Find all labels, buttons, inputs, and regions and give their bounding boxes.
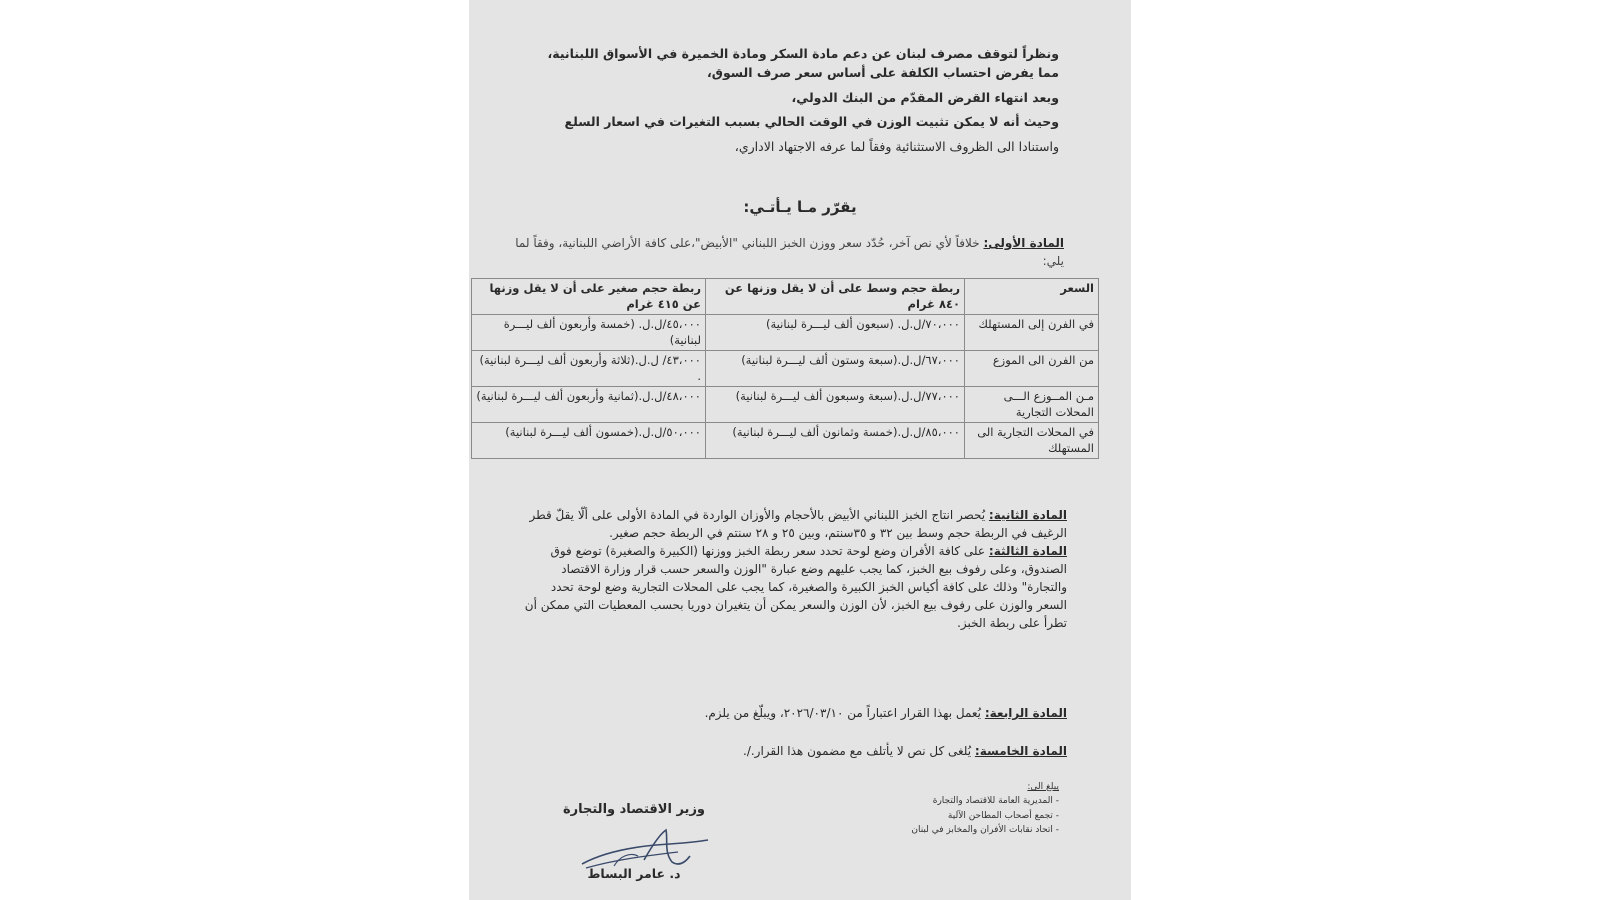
table-cell-small: ٥٠،٠٠٠/ل.ل.(خمسون ألف ليـــرة لبنانية) [472,423,706,459]
table-header-medium: ربطة حجم وسط على أن لا يقل وزنها عن ٨٤٠ غرام [706,279,965,315]
price-table [471,278,1099,459]
article-3 [517,542,1067,632]
distribution-item: - تجمع أصحاب المطاحن الآلية [829,809,1059,823]
table-header-price: السعر [965,279,1099,315]
minister-name: د. عامر البساط [587,866,681,881]
article-4-heading: المادة الرابعة: [984,706,1067,720]
table-row [472,315,1099,351]
table-cell-small: ٤٨،٠٠٠/ل.ل.(ثمانية وأربعون ألف ليـــرة لبنانية) [472,387,706,423]
distribution-heading: يبلغ الى: [1027,782,1059,792]
article-5-heading: المادة الخامسة: [974,744,1067,758]
preamble-line-4: واستنادا الى الظروف الاستثنائية وفقاً لما عرفه الاجتهاد الاداري، [734,138,1059,154]
distribution-item: - اتحاد نقابات الأفران والمخابز في لبنان [829,823,1059,837]
table-cell-small: ٤٥،٠٠٠/ل.ل. (خمسة وأربعون ألف ليـــرة لبنانية) [472,315,706,351]
preamble-line-1: ونظراً لتوقف مصرف لبنان عن دعم مادة السكر ومادة الخميرة في الأسواق اللبنانية، مما يفرض احتساب الكلفة على أساس سعر صرف السوق، [547,46,1059,81]
preamble [539,44,1059,161]
table-cell-label: مـن المــوزع الـــى المحلات التجارية [965,387,1099,423]
articles-2-3 [517,506,1067,632]
table-cell-medium: ٦٧،٠٠٠/ل.ل.(سبعة وستون ألف ليـــرة لبنانية) [706,351,965,387]
article-1-text: خلافاً لأي نص آخر، حُدّد سعر ووزن الخبز اللبناني "الأبيض"،على كافة الأراضي اللبنانية، وفقاً لما يلي: [515,236,1064,268]
decision-heading: يقرّر مـا يـأتـي: [743,198,857,216]
minister-title: وزير الاقتصاد والتجارة [562,802,706,817]
table-header-small: ربطة حجم صغير على أن لا يقل وزنها عن ٤١٥ غرام [472,279,706,315]
article-1 [509,234,1064,270]
table-cell-medium: ٧٧،٠٠٠/ل.ل.(سبعة وسبعون ألف ليـــرة لبنانية) [706,387,965,423]
preamble-line-3: وحيث أنه لا يمكن تثبيت الوزن في الوقت الحالي بسبب التغيرات في اسعار السلع [564,114,1059,130]
article-1-heading: المادة الأولى: [983,236,1064,250]
article-5-text: يُلغى كل نص لا يأتلف مع مضمون هذا القرار./. [743,744,972,758]
table-row [472,423,1099,459]
preamble-line-2: وبعد انتهاء القرض المقدّم من البنك الدولي، [791,89,1059,105]
article-4 [517,706,1067,720]
table-cell-medium: ٨٥،٠٠٠/ل.ل.(خمسة وثمانون ألف ليـــرة لبنانية) [706,423,965,459]
table-cell-small: ٤٣،٠٠٠/ ل.ل.(ثلاثة وأربعون ألف ليـــرة لبنانية) . [472,351,706,387]
document-page [469,0,1131,900]
table-cell-medium: ٧٠،٠٠٠/ل.ل. (سبعون ألف ليـــرة لبنانية) [706,315,965,351]
table-row [472,351,1099,387]
article-2-heading: المادة الثانية: [988,508,1067,522]
article-4-text: يُعمل بهذا القرار اعتباراً من ٢٠٢٦/٠٣/١٠، ويبلّغ من يلزم. [704,706,982,720]
article-5 [517,744,1067,758]
article-2 [517,506,1067,542]
table-cell-label: من الفرن الى الموزع [965,351,1099,387]
article-2-text: يُحصر انتاج الخبز اللبناني الأبيض بالأحجام والأوزان الواردة في المادة الأولى على ألّا يقلّ قطر الرغيف في الربطة حجم وسط بين ٣٢ و ٣٥سنتم، وبين ٢٥ و ٢٨ سنتم في الربطة حجم صغير. [529,508,1067,540]
table-cell-label: في الفرن إلى المستهلك [965,315,1099,351]
table-header-row [472,279,1099,315]
table-row [472,387,1099,423]
table-cell-label: في المحلات التجارية الى المستهلك [965,423,1099,459]
distribution-item: - المديرية العامة للاقتصاد والتجارة [829,794,1059,808]
article-3-heading: المادة الثالثة: [988,544,1067,558]
article-3-text: على كافة الأفران وضع لوحة تحدد سعر ربطة الخبز ووزنها (الكبيرة والصغيرة) توضع فوق الصندوق، وعلى رفوف بيع الخبز، كما يجب عليهم وضع عبارة "الوزن والسعر حسب قرار وزارة الاقتصاد والتجارة" وذلك على كافة أكياس الخبز الكبيرة والصغيرة، كما يجب على المحلات التجارية وضع لوحة تحدد السعر والوزن على رفوف بيع الخبز، لأن الوزن والسعر يمكن أن يتغيران دوريا بحسب المعطيات التي ممكن أن تطرأ على ربطة الخبز. [524,544,1067,630]
distribution-list [829,780,1059,838]
